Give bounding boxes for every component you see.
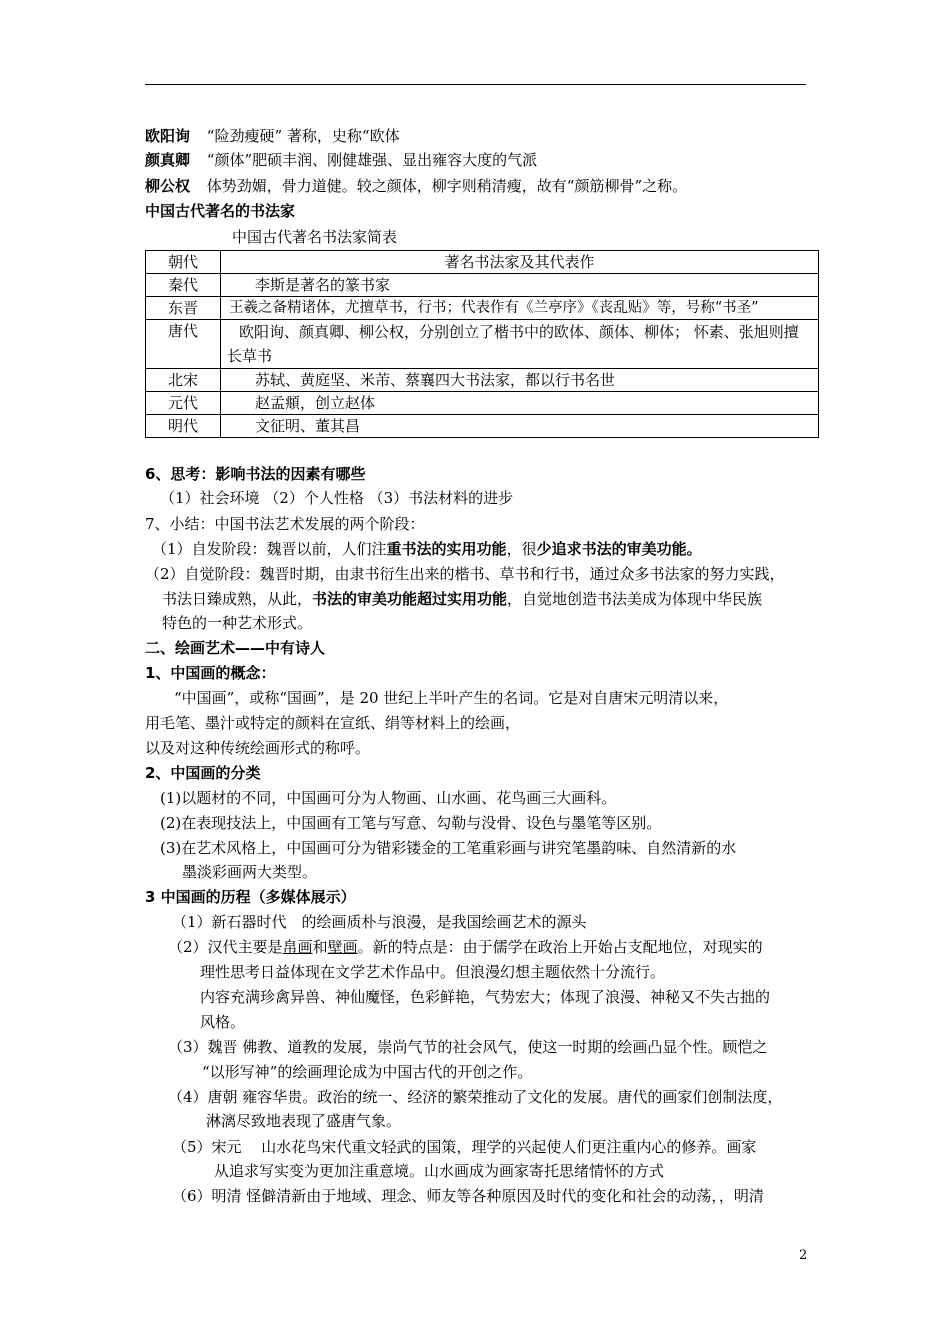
history-tang-line2: 淋漓尽致地表现了盛唐气象。 bbox=[206, 1112, 402, 1130]
emphasis: 书法的审美功能超过实用功能 bbox=[312, 590, 508, 608]
table-row bbox=[146, 297, 819, 320]
summary-stage2-line2 bbox=[162, 588, 762, 610]
header-works: 著名书法家及其代表作 bbox=[221, 251, 819, 274]
works-cell: 欧阳询、颜真卿、柳公权，分别创立了楷书中的欧体、颜体、柳体； 怀素、张旭则擅长草书 bbox=[221, 320, 819, 369]
summary-title: 7、小结：中国书法艺术发展的两个阶段： bbox=[145, 515, 425, 533]
painting-heading: 二、绘画艺术——中有诗人 bbox=[145, 639, 326, 657]
history-songyuan: （5）宋元 山水花鸟宋代重文轻武的国策，理学的兴起使人们更注重内心的修养。画家 bbox=[172, 1138, 757, 1156]
summary-stage1 bbox=[152, 538, 702, 560]
header-rule bbox=[145, 84, 806, 85]
concept-title: 1、中国画的概念： bbox=[145, 664, 276, 682]
history-songyuan-line2: 从追求写实变为更加注重意境。山水画成为画家寄托思绪情怀的方式 bbox=[214, 1162, 665, 1180]
history-title: 3 中国画的历程（多媒体展示） bbox=[145, 888, 356, 906]
text: 。新的特点是：由于儒学在政治上开始占支配地位，对现实的 bbox=[357, 938, 763, 956]
calligrapher-desc: “颜体”肥硕丰润、刚健雄强、显出雍容大度的气派 bbox=[206, 151, 538, 169]
table-row bbox=[146, 274, 819, 297]
history-neolithic: （1）新石器时代 的绘画质朴与浪漫，是我国绘画艺术的源头 bbox=[172, 913, 587, 931]
works-cell: 苏轼、黄庭坚、米芾、蔡襄四大书法家，都以行书名世 bbox=[221, 369, 819, 392]
classification-line: 墨淡彩画两大类型。 bbox=[182, 863, 318, 881]
text: （2）汉代主要是 bbox=[168, 938, 283, 956]
history-mingqing: （6）明清 怪僻清新由于地域、理念、师友等各种原因及时代的变化和社会的动荡，，明清 bbox=[172, 1187, 764, 1205]
table-row bbox=[146, 369, 819, 392]
silk-painting-term: 帛画 bbox=[282, 938, 313, 956]
summary-stage2-line3: 特色的一种艺术形式。 bbox=[162, 614, 313, 632]
history-weijin: （3）魏晋 佛教、道教的发展，崇尚气节的社会风气，使这一时期的绘画凸显个性。顾恺之 bbox=[168, 1038, 768, 1056]
history-weijin-line2: “以形写神”的绘画理论成为中国古代的开创之作。 bbox=[202, 1063, 533, 1081]
history-han-line3: 内容充满珍禽异兽、神仙魔怪，色彩鲜艳，气势宏大；体现了浪漫、神秘又不失古拙的 bbox=[200, 988, 771, 1006]
table-row bbox=[146, 415, 819, 438]
works-cell: 赵孟頫，创立赵体 bbox=[221, 392, 819, 415]
calligrapher-name: 柳公权 bbox=[145, 177, 191, 195]
calligrapher-name: 欧阳询 bbox=[145, 127, 191, 145]
emphasis: 少追求书法的审美功能。 bbox=[536, 540, 702, 558]
text: 书法日臻成熟，从此， bbox=[162, 590, 313, 608]
classification-line: (3)在艺术风格上，中国画可分为错彩镂金的工笔重彩画与讲究笔墨韵味、自然清新的水 bbox=[160, 839, 737, 857]
concept-line: 用毛笔、墨汁或特定的颜料在宣纸、绢等材料上的绘画， bbox=[145, 714, 521, 732]
text: ，很 bbox=[506, 540, 537, 558]
concept-line: 以及对这种传统绘画形式的称呼。 bbox=[145, 739, 371, 757]
works-cell: 王羲之备精诸体，尤擅草书，行书；代表作有《兰亭序》《丧乱贴》等，号称“书圣” bbox=[221, 297, 819, 320]
dynasty-cell: 东晋 bbox=[146, 297, 221, 320]
history-han-line2: 理性思考日益体现在文学艺术作品中。但浪漫幻想主题依然十分流行。 bbox=[200, 963, 666, 981]
dynasty-cell: 明代 bbox=[146, 415, 221, 438]
calligrapher-desc: 体势劲媚，骨力道健。较之颜体，柳字则稍清瘦，故有“颜筋柳骨”之称。 bbox=[206, 177, 688, 195]
table-header-row bbox=[146, 251, 819, 274]
works-cell: 李斯是著名的篆书家 bbox=[221, 274, 819, 297]
history-han-line4: 风格。 bbox=[200, 1013, 246, 1031]
text: （1）自发阶段：魏晋以前，人们注 bbox=[152, 540, 387, 558]
works-cell: 文征明、董其昌 bbox=[221, 415, 819, 438]
dynasty-cell: 秦代 bbox=[146, 274, 221, 297]
history-tang: （4）唐朝 雍容华贵。政治的统一、经济的繁荣推动了文化的发展。唐代的画家们创制法度， bbox=[168, 1088, 783, 1106]
mural-term: 壁画 bbox=[327, 938, 358, 956]
calligrapher-yan bbox=[145, 149, 537, 171]
classification-title: 2、中国画的分类 bbox=[145, 764, 261, 782]
table-row bbox=[146, 392, 819, 415]
concept-line: “中国画”，或称“国画”，是 20 世纪上半叶产生的名词。它是对自唐宋元明清以来， bbox=[174, 689, 729, 707]
calligraphers-table bbox=[145, 250, 819, 438]
think-title: 6、思考：影响书法的因素有哪些 bbox=[145, 465, 366, 483]
text: ，自觉地创造书法美成为体现中华民族 bbox=[507, 590, 763, 608]
classification-line: (1)以题材的不同，中国画可分为人物画、山水画、花鸟画三大画科。 bbox=[160, 789, 617, 807]
think-items: （1）社会环境 （2）个人性格 （3）书法材料的进步 bbox=[160, 489, 514, 507]
emphasis: 重书法的实用功能 bbox=[386, 540, 507, 558]
calligrapher-liu bbox=[145, 175, 687, 197]
text: 和 bbox=[312, 938, 328, 956]
section-famous-calligraphers: 中国古代著名的书法家 bbox=[145, 202, 296, 220]
calligrapher-name: 颜真卿 bbox=[145, 151, 191, 169]
summary-stage2-line1: （2）自觉阶段：魏晋时期，由隶书衍生出来的楷书、草书和行书，通过众多书法家的努力实践， bbox=[145, 565, 785, 583]
dynasty-cell: 唐代 bbox=[146, 320, 221, 369]
page-number: 2 bbox=[799, 1248, 808, 1263]
table-caption: 中国古代著名书法家简表 bbox=[232, 228, 398, 246]
table-row bbox=[146, 320, 819, 369]
classification-line: (2)在表现技法上，中国画有工笔与写意、勾勒与没骨、设色与墨笔等区别。 bbox=[160, 814, 662, 832]
dynasty-cell: 元代 bbox=[146, 392, 221, 415]
header-dynasty: 朝代 bbox=[146, 251, 221, 274]
calligrapher-ouyang bbox=[145, 125, 400, 147]
dynasty-cell: 北宋 bbox=[146, 369, 221, 392]
calligrapher-desc: “险劲瘦硬” 著称，史称“欧体 bbox=[206, 127, 400, 145]
history-han bbox=[168, 936, 763, 958]
